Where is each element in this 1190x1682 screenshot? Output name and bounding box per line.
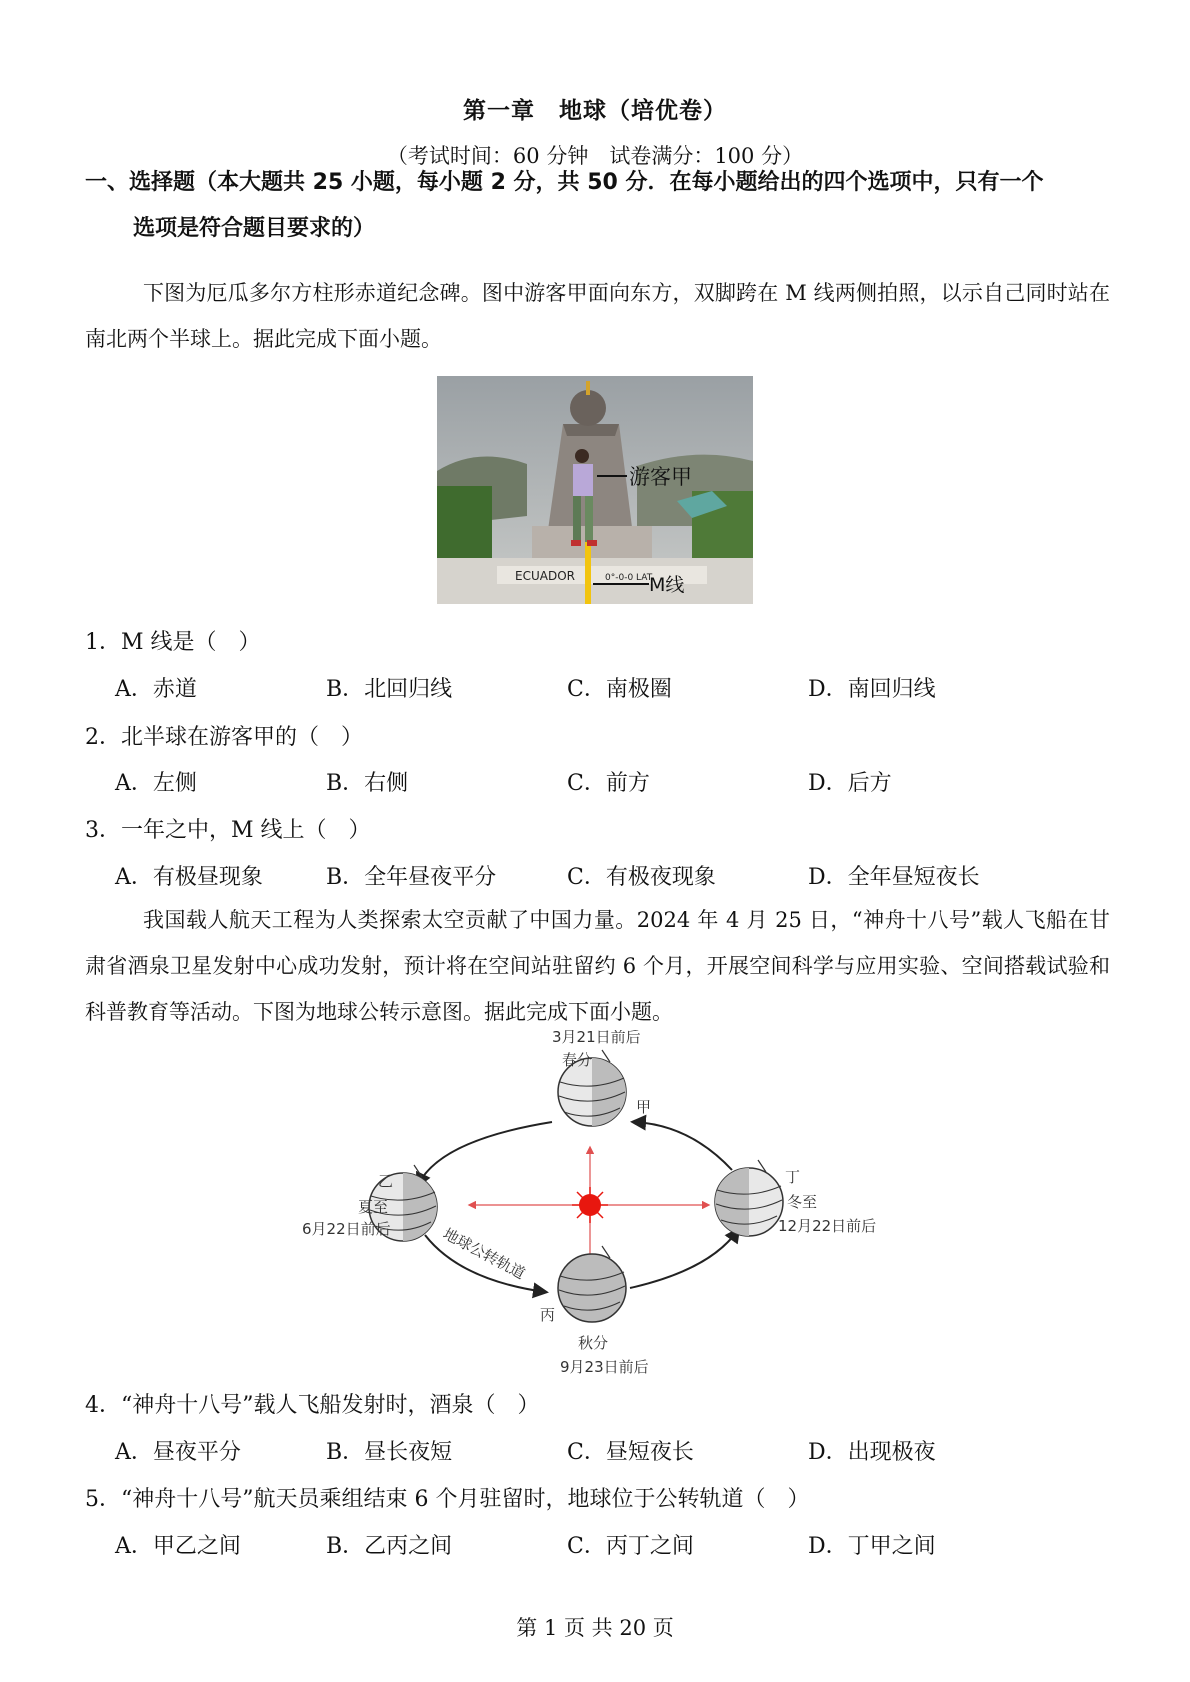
label-left-date: 6月22日前后 (302, 1220, 391, 1238)
q1-option-a[interactable]: A．赤道 (115, 677, 197, 702)
orbit-arc-top-right (634, 1122, 732, 1170)
section-heading-line1: 一、选择题（本大题共 25 小题，每小题 2 分，共 50 分．在每小题给出的四个选项中，只有一个 (85, 170, 1044, 195)
label-bottom-mark: 丙 (540, 1306, 556, 1324)
orbit-svg (290, 1030, 910, 1380)
label-orbit: 地球公转轨道 (440, 1224, 529, 1283)
passage-intro-1: 下图为厄瓜多尔方柱形赤道纪念碑。图中游客甲面向东方，双脚跨在 M 线两侧拍照，以示自己同时站在南北两个半球上。据此完成下面小题。 (85, 281, 1110, 351)
globe-bing (558, 1246, 626, 1322)
q3-option-a[interactable]: A．有极昼现象 (115, 865, 263, 890)
q2-option-b[interactable]: B．右侧 (326, 771, 409, 796)
q5-option-b[interactable]: B．乙丙之间 (326, 1534, 453, 1559)
label-top-date: 3月21日前后 (552, 1030, 641, 1046)
q4-option-b[interactable]: B．昼长夜短 (326, 1440, 453, 1465)
label-right-date: 12月22日前后 (778, 1217, 877, 1235)
q2-option-c[interactable]: C．前方 (567, 771, 650, 796)
q3-option-c[interactable]: C．有极夜现象 (567, 865, 716, 890)
question-2-stem: 2．北半球在游客甲的（ ） (85, 725, 363, 750)
label-right-term: 冬至 (787, 1193, 818, 1211)
q2-option-a[interactable]: A．左侧 (115, 771, 197, 796)
q4-option-c[interactable]: C．昼短夜长 (567, 1440, 694, 1465)
coord-text: 0°-0-0 LAT (605, 573, 653, 583)
q4-option-d[interactable]: D．出现极夜 (808, 1440, 936, 1465)
q1-option-c[interactable]: C．南极圈 (567, 677, 672, 702)
q1-option-d[interactable]: D．南回归线 (808, 677, 936, 702)
question-3-stem: 3．一年之中，M 线上（ ） (85, 818, 371, 843)
page-title: 第一章 地球（培优卷） (463, 97, 727, 124)
equator-monument-photo (437, 376, 753, 604)
question-5-stem: 5．“神舟十八号”航天员乘组结束 6 个月驻留时，地球位于公转轨道（ ） (85, 1487, 810, 1512)
section-heading (85, 160, 1125, 252)
sun-icon (572, 1187, 608, 1223)
orbit-arc-top-left (418, 1122, 552, 1185)
m-line-label: M线 (649, 574, 685, 596)
label-left-term: 夏至 (358, 1198, 389, 1216)
q1-option-b[interactable]: B．北回归线 (326, 677, 453, 702)
label-bottom-term: 秋分 (578, 1334, 609, 1352)
label-bottom-date: 9月23日前后 (560, 1358, 649, 1376)
globe-ding (715, 1160, 783, 1236)
earth-orbit-diagram (290, 1030, 910, 1380)
label-top-mark: 甲 (636, 1098, 652, 1116)
q2-option-d[interactable]: D．后方 (808, 771, 892, 796)
label-top-term: 春分 (562, 1051, 593, 1069)
page-footer: 第 1 页 共 20 页 (516, 1616, 674, 1640)
exam-info: （考试时间：60 分钟 试卷满分：100 分） (386, 144, 804, 168)
orbit-arc-bottom-right (630, 1230, 738, 1288)
passage-intro-2: 我国载人航天工程为人类探索太空贡献了中国力量。2024 年 4 月 25 日，“神舟十八号”载人飞船在甘肃省酒泉卫星发射中心成功发射，预计将在空间站驻留约 6 个月，开展空间科学与应用实验、空间搭载试验和科普教育等活动。下图为地球公转示意图。据此完成下面小题。 (85, 908, 1110, 1024)
question-1-stem: 1．M 线是（ ） (85, 630, 261, 655)
section-heading-line2: 选项是符合题目要求的） (133, 216, 376, 241)
q5-option-c[interactable]: C．丙丁之间 (567, 1534, 694, 1559)
photo-illustration (437, 376, 753, 604)
q3-option-d[interactable]: D．全年昼短夜长 (808, 865, 980, 890)
q3-option-b[interactable]: B．全年昼夜平分 (326, 865, 497, 890)
sign-text: ECUADOR (515, 569, 575, 583)
q5-option-d[interactable]: D．丁甲之间 (808, 1534, 936, 1559)
question-4-stem: 4．“神舟十八号”载人飞船发射时，酒泉（ ） (85, 1393, 540, 1418)
label-left-mark: 乙 (378, 1172, 394, 1190)
tourist-label: 游客甲 (629, 465, 692, 489)
q5-option-a[interactable]: A．甲乙之间 (115, 1534, 241, 1559)
label-right-mark: 丁 (785, 1168, 801, 1186)
q4-option-a[interactable]: A．昼夜平分 (115, 1440, 241, 1465)
